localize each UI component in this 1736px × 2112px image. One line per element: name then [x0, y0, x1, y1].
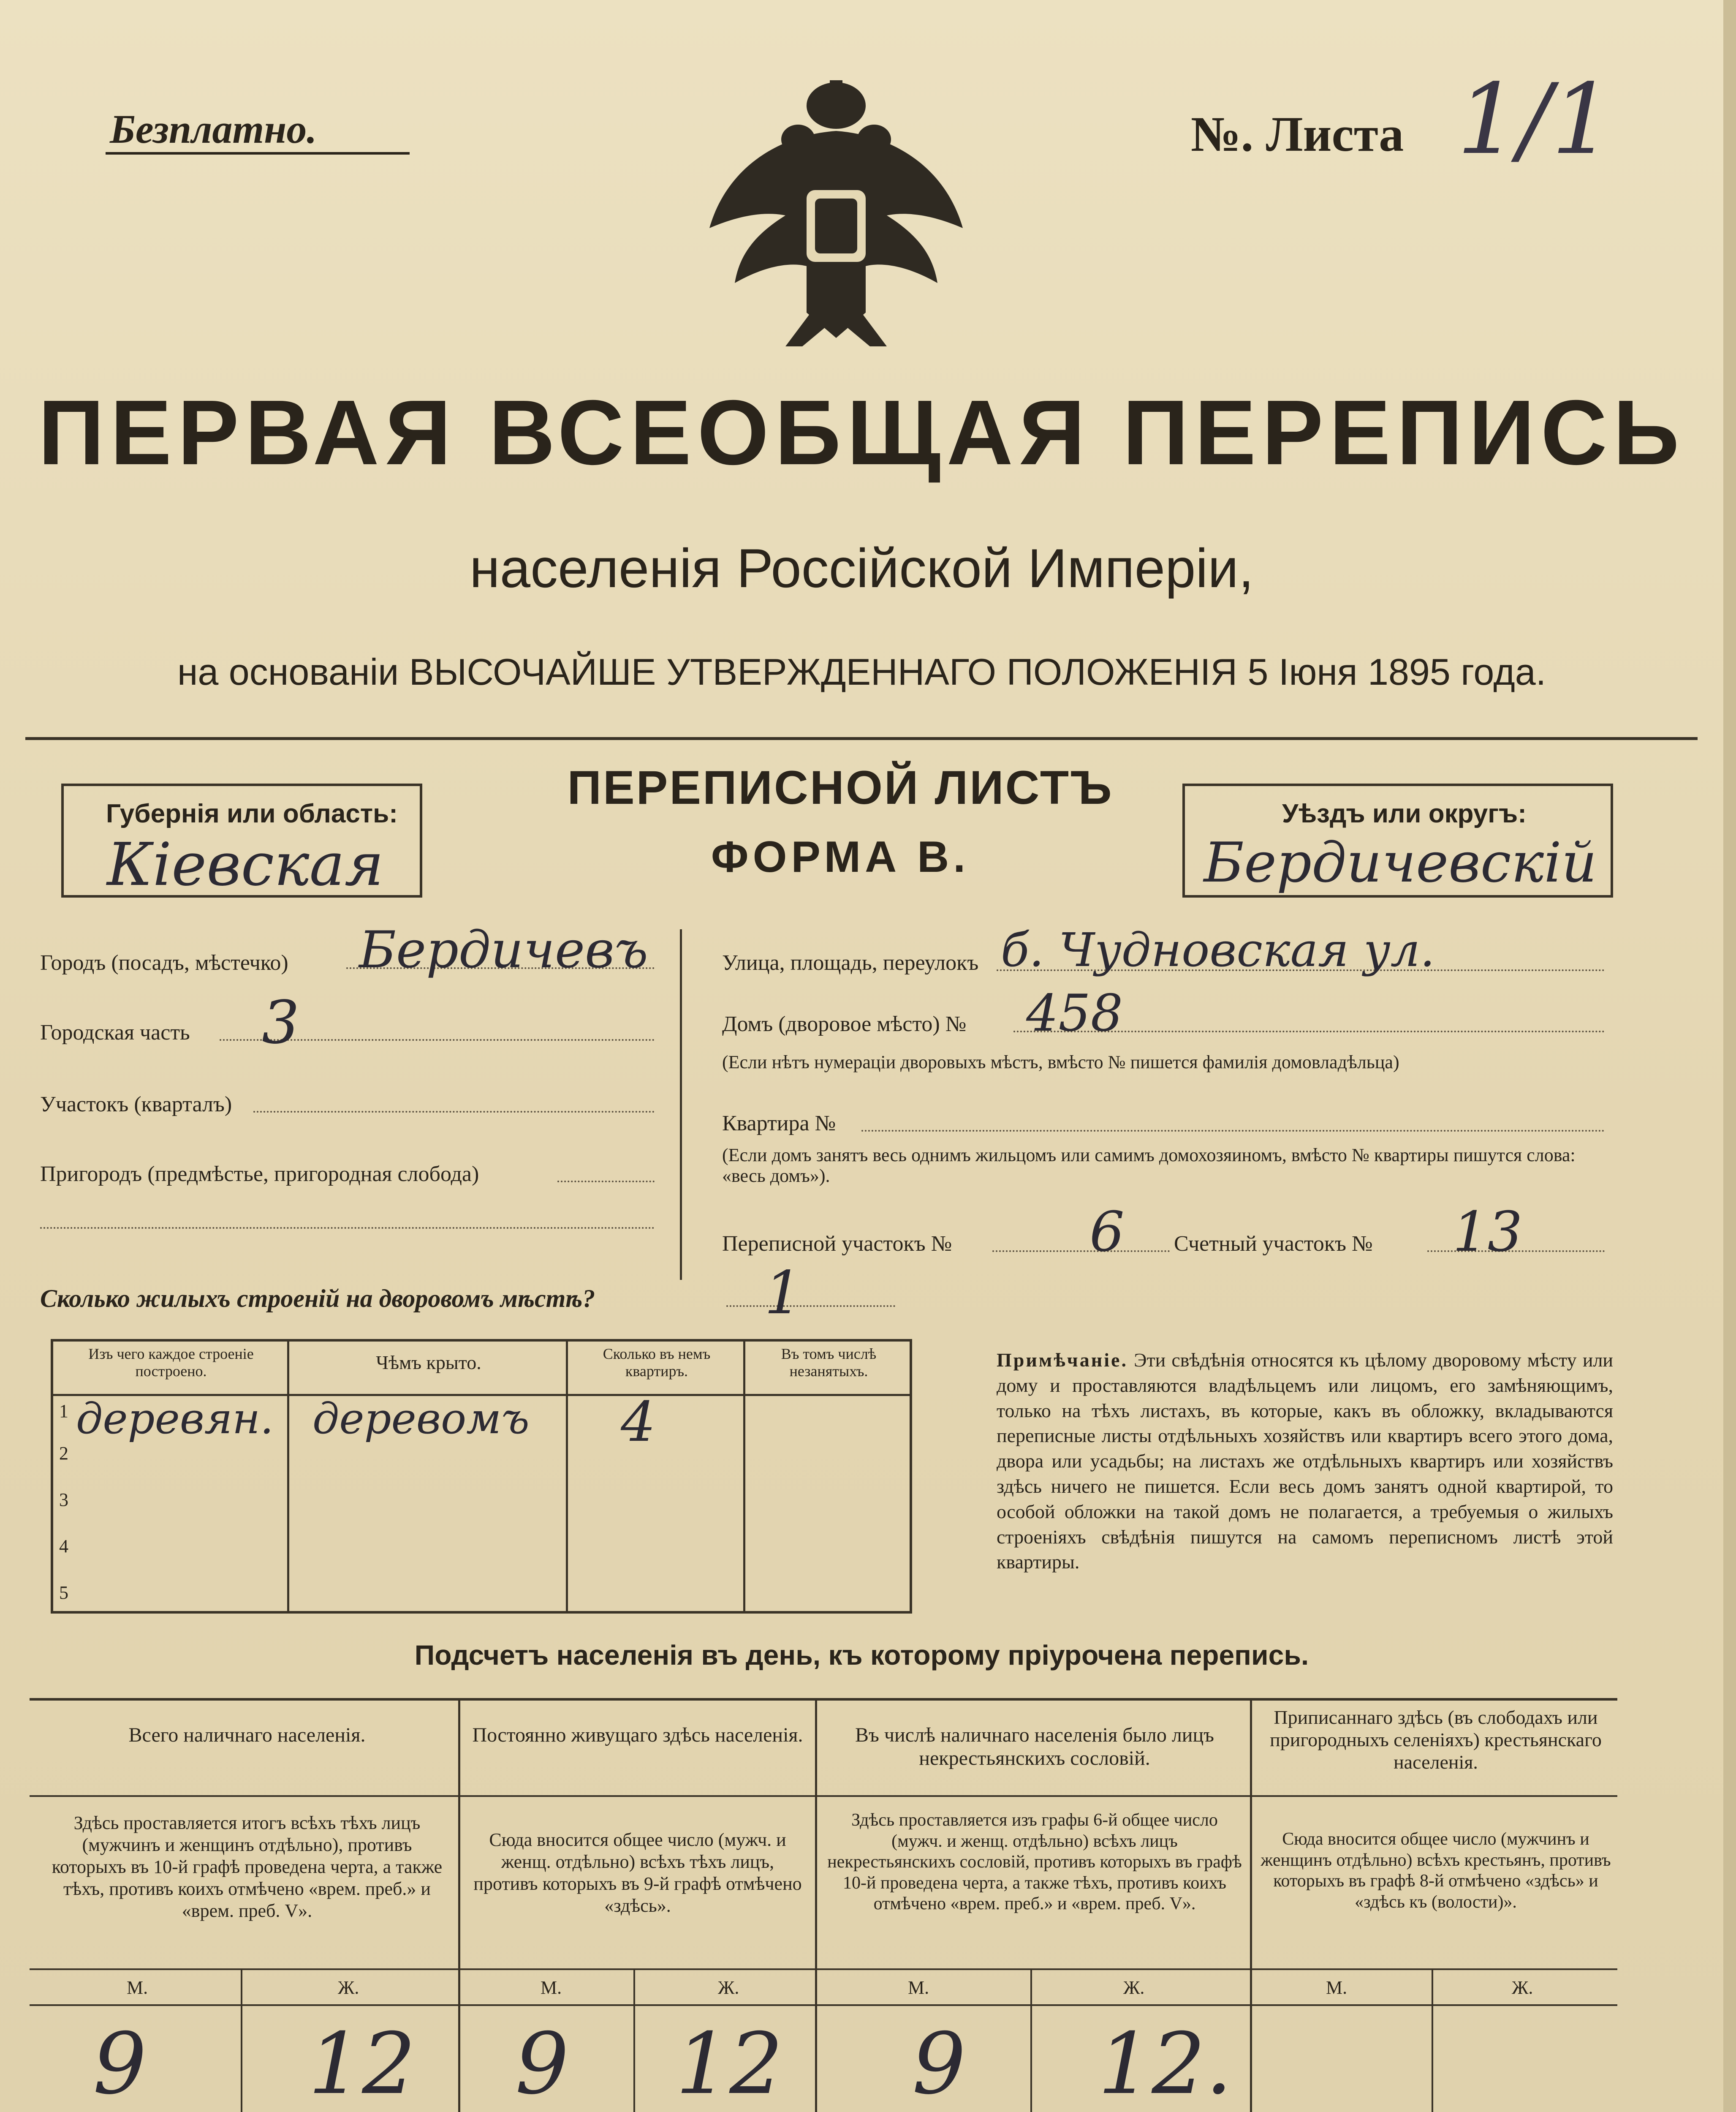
population-col2-m-value[interactable]: 9 [515, 2015, 569, 2112]
street-label: Улица, площадь, переулокъ [722, 951, 979, 975]
population-header-rule [30, 1795, 1617, 1797]
buildings-row1-roof[interactable]: деревомъ [312, 1394, 530, 1443]
population-col1-zh-value[interactable]: 12 [308, 2015, 416, 2112]
buildings-question: Сколько жилыхъ строеній на дворовомъ мѣстѣ? [40, 1285, 595, 1312]
population-col2-zh-label: Ж. [718, 1977, 739, 1998]
population-col4-m-label: М. [1326, 1977, 1348, 1998]
gubernia-label: Губернія или область: [106, 799, 398, 828]
flat-label: Квартира № [722, 1111, 836, 1135]
buildings-row1-flats[interactable]: 4 [621, 1390, 656, 1454]
population-col-divider-1 [458, 1698, 460, 2112]
precinct-label: Участокъ (кварталъ) [40, 1092, 232, 1116]
double-headed-eagle-emblem [701, 76, 971, 355]
census-section-value[interactable]: 6 [1089, 1200, 1125, 1264]
population-col3-zh-value[interactable]: 12. [1098, 2015, 1233, 2112]
house-label: Домъ (дворовое мѣсто) № [722, 1012, 967, 1036]
population-col3-zh-label: Ж. [1123, 1977, 1145, 1998]
city-part-label: Городская часть [40, 1021, 190, 1045]
population-values-rule [30, 2004, 1617, 2006]
population-mf-divider-2 [633, 1968, 635, 2112]
population-col2-head: Постоянно живущаго здѣсь населенія. [472, 1724, 803, 1746]
buildings-row1-material[interactable]: деревян. [76, 1394, 274, 1443]
form-title: ФОРМА В. [711, 833, 970, 882]
buildings-row-number-2: 2 [59, 1443, 68, 1464]
population-col3-m-value[interactable]: 9 [912, 2015, 966, 2112]
buildings-row-number-4: 4 [59, 1536, 68, 1557]
city-label: Городъ (посадъ, мѣстечко) [40, 951, 288, 975]
buildings-row-number-1: 1 [59, 1401, 68, 1421]
population-col1-m-label: М. [127, 1977, 148, 1998]
free-label-underline [106, 152, 410, 155]
population-col2-m-label: М. [541, 1977, 562, 1998]
population-col1-m-value[interactable]: 9 [93, 2015, 147, 2112]
population-col1-zh-label: Ж. [338, 1977, 359, 1998]
population-col-divider-2 [815, 1698, 817, 2112]
population-title: Подсчетъ населенія въ день, къ которому пріурочена перепись. [414, 1639, 1309, 1671]
census-section-line [992, 1250, 1170, 1252]
counting-section-value[interactable]: 13 [1453, 1200, 1523, 1264]
flat-note: (Если домъ занятъ весь однимъ жильцомъ или самимъ домохозяиномъ, вмѣсто № квартиры пишутся слова: «весь домъ»). [722, 1145, 1576, 1187]
city-part-value[interactable]: 3 [262, 988, 300, 1057]
header-rule [25, 737, 1698, 740]
population-col3-m-label: М. [908, 1977, 929, 1998]
subtitle: населенія Россійской Имперіи, [469, 537, 1254, 599]
population-mf-divider-4 [1432, 1968, 1433, 2112]
buildings-col-roof: Чѣмъ крыто. [376, 1352, 481, 1373]
population-col3-desc: Здѣсь проставляется изъ графы 6-й общее число (мужч. и женщ. отдѣльно) всѣхъ лицъ некрестьянскихъ сословій, противъ которыхъ въ графѣ 10-й проведена черта, а также тѣхъ, противъ коихъ отмѣчено «врем. преб.» и «врем. преб. V». [827, 1810, 1242, 1914]
population-col4-desc: Сюда вносится общее число (мужчинъ и женщинъ отдѣльно) всѣхъ крестьянъ, противъ которыхъ въ графѣ 8-й отмѣчено «здѣсь» и «здѣсь къ (волости)». [1261, 1829, 1611, 1912]
address-divider [680, 929, 682, 1280]
city-value[interactable]: Бердичевъ [359, 921, 648, 980]
buildings-col-material: Изъ чего каждое строеніе построено. [88, 1345, 254, 1380]
buildings-answer[interactable]: 1 [764, 1259, 802, 1328]
legal-basis: на основаніи ВЫСОЧАЙШЕ УТВЕРЖДЕННАГО ПОЛОЖЕНІЯ 5 Іюня 1895 года. [177, 651, 1546, 693]
population-col2-zh-value[interactable]: 12 [676, 2015, 783, 2112]
main-title: ПЕРВАЯ ВСЕОБЩАЯ ПЕРЕПИСЬ [38, 381, 1685, 484]
buildings-answer-line [726, 1305, 895, 1307]
suburb-line [557, 1181, 655, 1182]
uezd-box [1182, 784, 1613, 898]
uezd-label: Уѣздъ или округъ: [1282, 799, 1527, 828]
street-value[interactable]: б. Чудновская ул. [1001, 923, 1435, 977]
sheet-number-label: №. Листа [1191, 106, 1404, 162]
buildings-row-number-5: 5 [59, 1582, 68, 1603]
buildings-row-number-3: 3 [59, 1489, 68, 1510]
census-section-label: Переписной участокъ № [722, 1232, 952, 1256]
flat-line [861, 1130, 1605, 1132]
population-col2-desc: Сюда вносится общее число (мужч. и женщ. отдѣльно) всѣхъ тѣхъ лицъ, противъ которыхъ въ 9-й графѣ отмѣчено «здѣсь». [473, 1829, 802, 1916]
free-label: Безплатно. [110, 106, 317, 152]
population-col1-desc: Здѣсь проставляется итогъ всѣхъ тѣхъ лицъ (мужчинъ и женщинъ отдѣльно), противъ которыхъ въ 10-й графѣ проведена черта, а также тѣхъ, противъ коихъ отмѣчено «врем. преб.» и «врем. преб. V». [52, 1813, 443, 1921]
gubernia-box [61, 784, 422, 898]
uezd-value[interactable]: Бердичевскій [1204, 830, 1597, 895]
population-mf-divider-3 [1030, 1968, 1032, 2112]
note-text: Эти свѣдѣнія относятся къ цѣлому дворовому мѣсту или дому и проставляются владѣльцемъ или лицомъ, его замѣняющимъ, только на тѣхъ листахъ, въ которые, какъ въ обложку, вкладываются переписные листы отдѣльныхъ хозяйствъ или квартиръ всего этого дома, двора или усадьбы; на листахъ же отдѣльныхъ квартиръ или хозяйствъ здѣсь ничего не пишется. Если весь домъ занятъ одной квартирой, то особой обложки на такой домъ не полагается, а требуемыя о жилыхъ строеніяхъ свѣдѣнія пишутся на самомъ переписномъ листѣ этой квартиры. [997, 1349, 1614, 1573]
precinct-line [253, 1111, 655, 1113]
buildings-col-divider-1 [287, 1339, 289, 1614]
population-col3-head: Въ числѣ наличнаго населенія было лицъ некрестьянскихъ сословій. [855, 1724, 1214, 1770]
population-col4-head: Приписаннаго здѣсь (въ слободахъ или пригородныхъ селеніяхъ) крестьянскаго населенія. [1270, 1706, 1602, 1773]
population-col-divider-3 [1250, 1698, 1252, 2112]
population-col4-zh-label: Ж. [1512, 1977, 1533, 1998]
suburb-line-2 [40, 1227, 655, 1229]
gubernia-value[interactable]: Кіевская [107, 830, 384, 899]
population-col1-head: Всего наличнаго населенія. [128, 1724, 366, 1746]
buildings-col-divider-3 [743, 1339, 745, 1614]
sheet-title: ПЕРЕПИСНОЙ ЛИСТЪ [567, 761, 1114, 814]
house-note: (Если нѣтъ нумераціи дворовыхъ мѣстъ, вмѣсто № пишется фамилія домовладѣльца) [722, 1052, 1399, 1072]
note-title: Примѣчаніе. [997, 1349, 1128, 1371]
population-mf-divider-1 [241, 1968, 242, 2112]
suburb-label: Пригородъ (предмѣстье, пригородная слобода) [40, 1162, 479, 1186]
note-block [997, 1347, 1613, 1575]
sheet-number-value: 1/1 [1457, 63, 1614, 176]
counting-section-label: Счетный участокъ № [1174, 1232, 1373, 1256]
buildings-col-flats: Сколько въ немъ квартиръ. [603, 1345, 711, 1380]
house-value[interactable]: 458 [1026, 984, 1123, 1043]
buildings-col-divider-2 [566, 1339, 568, 1614]
buildings-col-vacant: Въ томъ числѣ незанятыхъ. [781, 1345, 877, 1380]
population-mf-rule [30, 1968, 1617, 1970]
